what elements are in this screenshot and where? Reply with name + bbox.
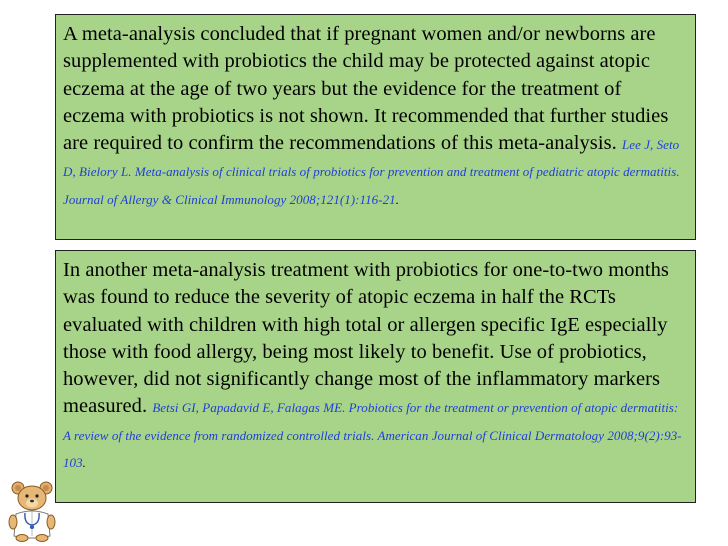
paragraph-2 [63,257,688,476]
paragraph-1-text: A meta-analysis concluded that if pregnant women and/or newborns are supplemented with probiotics the child may be protected against atopic eczema at the age of two years but the evidence for the treatment of eczema with probiotics is not shown. It recommended that further studies are required to confirm the recommendations of this meta-analysis. [63,23,669,155]
citation-2: Betsi GI, Papadavid E, Falagas ME. Probiotics for the treatment or prevention of atopic dermatitis: A review of the evidence from randomized controlled trials. American Journal of Clinical Dermatology 2008;9(2):93-103 [63,400,682,471]
citation-1: Lee J, Seto D, Bielory L. Meta-analysis of clinical trials of probiotics for prevention and treatment of pediatric atopic dermatitis. Journal of Allergy & Clinical Immunology 2008;121(1):116-21 [63,137,680,207]
text-box-meta-analysis-1 [55,14,696,240]
citation-1-end: . [395,191,400,207]
citation-2-end: . [82,455,86,471]
text-box-meta-analysis-2 [55,250,696,503]
paragraph-1 [63,21,688,213]
teddy-bear-doctor-icon [6,478,58,542]
paragraph-2-text: In another meta-analysis treatment with probiotics for one-to-two months was found to reduce the severity of atopic eczema in half the RCTs evaluated with children with high total or allergen specific IgE especially those with food allergy, being most likely to benefit. Use of probiotics, however, did not significantly change most of the inflammatory markers measured. [63,259,669,418]
